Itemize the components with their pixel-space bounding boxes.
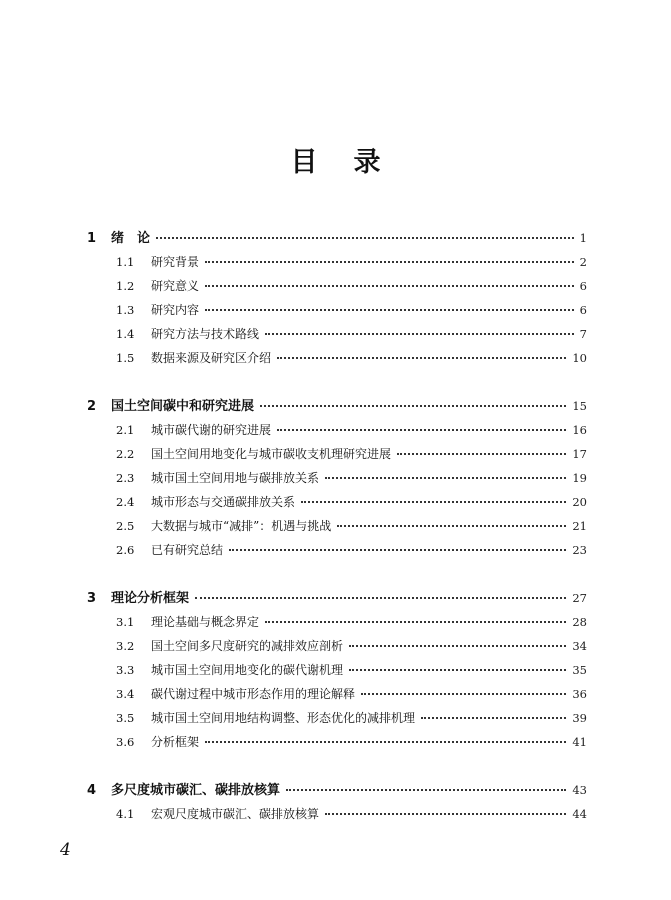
dot-leader (229, 549, 566, 551)
page-title (0, 140, 671, 179)
section-title: 研究方法与技术路线 (151, 327, 260, 341)
dot-leader (156, 237, 574, 239)
table-of-contents (0, 226, 671, 850)
dot-leader (265, 333, 574, 335)
toc-section-entry[interactable] (0, 538, 671, 562)
dot-leader (361, 693, 566, 695)
title-char-2: 录 (353, 147, 381, 178)
toc-section-entry[interactable] (0, 658, 671, 682)
dot-leader (195, 597, 566, 599)
section-number: 3.1 (116, 615, 135, 629)
toc-chapter-entry[interactable] (0, 394, 671, 418)
section-page-number: 6 (579, 303, 587, 317)
dot-leader (349, 669, 566, 671)
section-page-number: 10 (572, 351, 587, 365)
section-title: 研究意义 (151, 279, 200, 293)
dot-leader (265, 621, 566, 623)
chapter-block (0, 394, 671, 562)
toc-section-entry[interactable] (0, 634, 671, 658)
page-number: 4 (60, 840, 71, 860)
toc-chapter-entry[interactable] (0, 226, 671, 250)
section-title: 国土空间多尺度研究的减排效应剖析 (151, 639, 344, 653)
chapter-number: 4 (87, 783, 97, 798)
section-title: 分析框架 (151, 735, 200, 749)
dot-leader (325, 813, 566, 815)
section-page-number: 20 (572, 495, 587, 509)
toc-section-entry[interactable] (0, 466, 671, 490)
toc-section-entry[interactable] (0, 730, 671, 754)
dot-leader (337, 525, 566, 527)
chapter-page-number: 1 (579, 231, 587, 245)
section-number: 3.3 (116, 663, 135, 677)
section-number: 1.5 (116, 351, 135, 365)
section-title: 城市国土空间用地变化的碳代谢机理 (151, 663, 344, 677)
section-number: 3.2 (116, 639, 135, 653)
dot-leader (286, 789, 566, 791)
section-title: 城市碳代谢的研究进展 (151, 423, 272, 437)
dot-leader (325, 477, 566, 479)
toc-section-entry[interactable] (0, 706, 671, 730)
toc-section-entry[interactable] (0, 346, 671, 370)
section-number: 2.6 (116, 543, 135, 557)
section-page-number: 39 (572, 711, 587, 725)
chapter-title: 绪 论 (111, 231, 151, 246)
toc-section-entry[interactable] (0, 250, 671, 274)
section-title: 城市国土空间用地与碳排放关系 (151, 471, 320, 485)
chapter-block (0, 226, 671, 370)
chapter-page-number: 43 (572, 783, 587, 797)
toc-chapter-entry[interactable] (0, 778, 671, 802)
toc-section-entry[interactable] (0, 418, 671, 442)
chapter-page-number: 15 (572, 399, 587, 413)
chapter-page-number: 27 (572, 591, 587, 605)
dot-leader (277, 357, 566, 359)
section-number: 2.3 (116, 471, 135, 485)
section-number: 2.1 (116, 423, 135, 437)
section-page-number: 41 (572, 735, 587, 749)
section-page-number: 34 (572, 639, 587, 653)
section-title: 碳代谢过程中城市形态作用的理论解释 (151, 687, 356, 701)
chapter-number: 1 (87, 231, 97, 246)
chapter-title: 多尺度城市碳汇、碳排放核算 (111, 783, 281, 798)
dot-leader (397, 453, 566, 455)
toc-section-entry[interactable] (0, 610, 671, 634)
chapter-block (0, 586, 671, 754)
section-page-number: 35 (572, 663, 587, 677)
toc-section-entry[interactable] (0, 490, 671, 514)
toc-section-entry[interactable] (0, 442, 671, 466)
section-number: 2.5 (116, 519, 135, 533)
dot-leader (205, 741, 566, 743)
section-title: 数据来源及研究区介绍 (151, 351, 272, 365)
section-page-number: 19 (572, 471, 587, 485)
section-title: 理论基础与概念界定 (151, 615, 260, 629)
dot-leader (421, 717, 566, 719)
toc-section-entry[interactable] (0, 682, 671, 706)
toc-section-entry[interactable] (0, 802, 671, 826)
section-title: 大数据与城市“减排”：机遇与挑战 (151, 519, 332, 533)
section-page-number: 17 (572, 447, 587, 461)
toc-section-entry[interactable] (0, 322, 671, 346)
toc-section-entry[interactable] (0, 298, 671, 322)
section-number: 1.4 (116, 327, 135, 341)
dot-leader (205, 261, 574, 263)
dot-leader (205, 285, 574, 287)
dot-leader (260, 405, 566, 407)
dot-leader (349, 645, 566, 647)
section-title: 国土空间用地变化与城市碳收支机理研究进展 (151, 447, 392, 461)
section-title: 城市形态与交通碳排放关系 (151, 495, 296, 509)
section-title: 宏观尺度城市碳汇、碳排放核算 (151, 807, 320, 821)
title-char-1: 目 (290, 147, 318, 178)
chapter-title: 理论分析框架 (111, 591, 190, 606)
chapter-block (0, 778, 671, 826)
section-page-number: 6 (579, 279, 587, 293)
section-page-number: 36 (572, 687, 587, 701)
section-number: 1.3 (116, 303, 135, 317)
section-page-number: 44 (572, 807, 587, 821)
section-number: 3.4 (116, 687, 135, 701)
dot-leader (277, 429, 566, 431)
chapter-title: 国土空间碳中和研究进展 (111, 399, 255, 414)
section-title: 研究背景 (151, 255, 200, 269)
toc-chapter-entry[interactable] (0, 586, 671, 610)
section-title: 已有研究总结 (151, 543, 224, 557)
section-number: 4.1 (116, 807, 135, 821)
dot-leader (301, 501, 566, 503)
section-title: 城市国土空间用地结构调整、形态优化的减排机理 (151, 711, 416, 725)
section-number: 3.5 (116, 711, 135, 725)
section-page-number: 7 (579, 327, 587, 341)
dot-leader (205, 309, 574, 311)
section-page-number: 28 (572, 615, 587, 629)
chapter-number: 3 (87, 591, 97, 606)
section-number: 3.6 (116, 735, 135, 749)
section-page-number: 16 (572, 423, 587, 437)
section-number: 1.1 (116, 255, 135, 269)
toc-section-entry[interactable] (0, 514, 671, 538)
section-number: 2.2 (116, 447, 135, 461)
section-number: 1.2 (116, 279, 135, 293)
section-page-number: 23 (572, 543, 587, 557)
chapter-number: 2 (87, 399, 97, 414)
section-title: 研究内容 (151, 303, 200, 317)
section-page-number: 2 (579, 255, 587, 269)
toc-section-entry[interactable] (0, 274, 671, 298)
section-page-number: 21 (572, 519, 587, 533)
section-number: 2.4 (116, 495, 135, 509)
